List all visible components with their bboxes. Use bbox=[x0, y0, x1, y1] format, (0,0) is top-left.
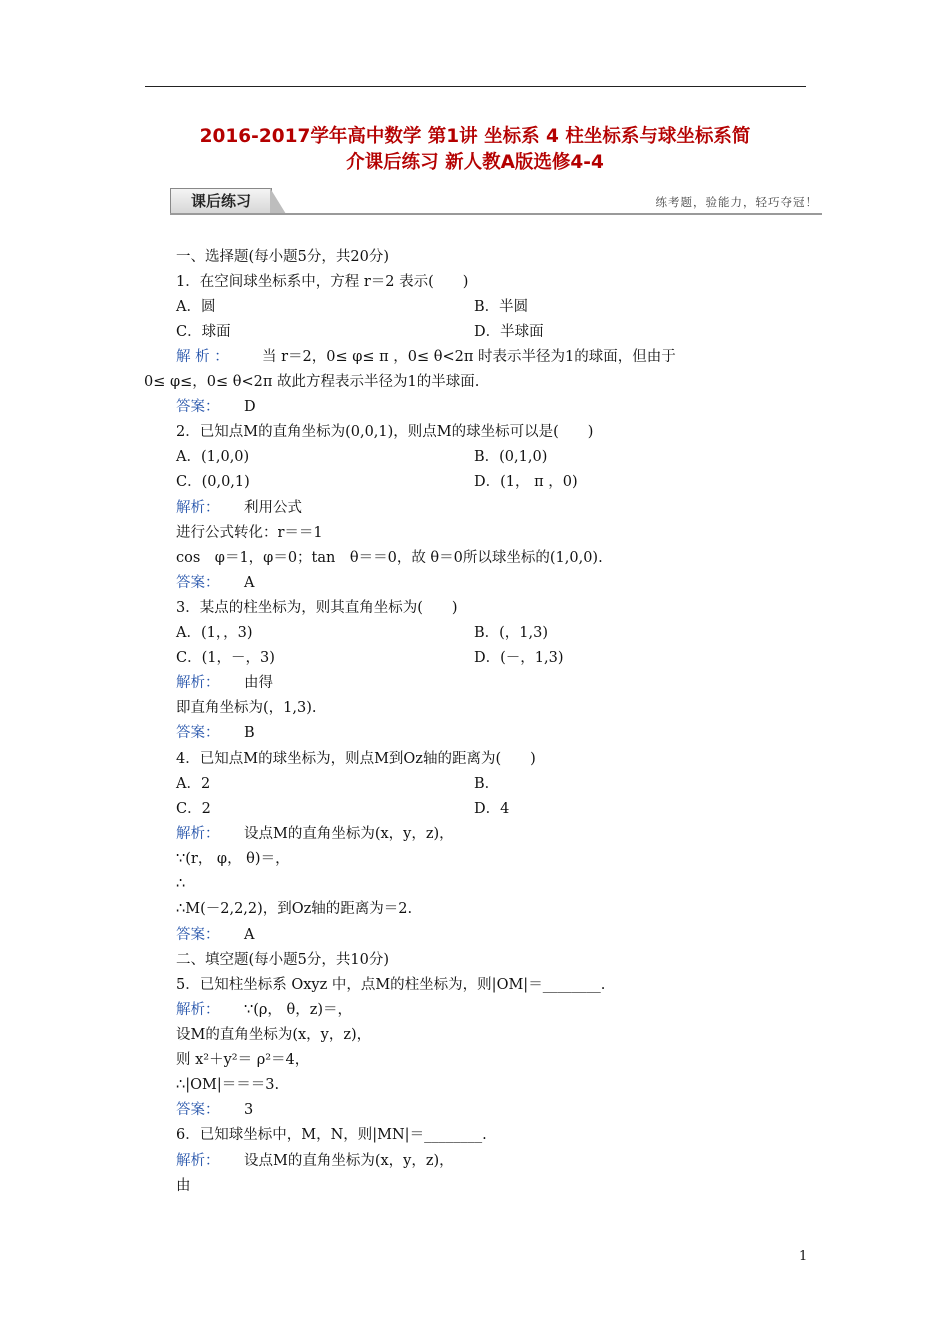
q4-option-a: A．2 bbox=[176, 776, 211, 792]
q4-option-c: C．2 bbox=[176, 801, 211, 817]
q3-option-c: C．(1，－，3) bbox=[176, 650, 275, 666]
q5-answer: 3 bbox=[244, 1102, 254, 1118]
banner-tab-slope bbox=[270, 188, 286, 214]
q1-answer-label: 答案： bbox=[176, 399, 220, 415]
q5-answer-label: 答案： bbox=[176, 1102, 220, 1118]
q1-option-b: B．半圆 bbox=[474, 299, 529, 315]
section-heading-fill: 二、填空题(每小题5分，共10分) bbox=[176, 952, 389, 968]
q5-analysis-label: 解析： bbox=[176, 1002, 220, 1018]
banner-tab-label: 课后练习 bbox=[170, 188, 272, 214]
q3-option-d: D．(－，1,3) bbox=[474, 650, 564, 666]
q4-analysis-label: 解析： bbox=[176, 826, 220, 842]
section-heading-choice: 一、选择题(每小题5分，共20分) bbox=[176, 249, 389, 265]
q3-answer-label: 答案： bbox=[176, 725, 220, 741]
document-title-line-2: 介课后练习 新人教A版选修4-4 bbox=[346, 152, 604, 173]
q1-option-a: A．圆 bbox=[176, 299, 216, 315]
q4-analysis-line-3: ∴M(－2,2,2)，到Oz轴的距离为＝2. bbox=[176, 901, 413, 917]
q2-option-b: B．(0,1,0) bbox=[474, 449, 548, 465]
header-rule bbox=[145, 86, 806, 87]
q5-analysis-line-3: ∴|OM|＝＝＝3. bbox=[176, 1077, 280, 1093]
q5-analysis-line-1: 设M的直角坐标为(x，y，z)， bbox=[176, 1027, 372, 1043]
q2-analysis-line-1: 进行公式转化：r＝＝1 bbox=[176, 525, 323, 541]
q4-analysis-line-1: ∵(r， φ， θ)＝， bbox=[176, 851, 290, 867]
q2-option-a: A．(1,0,0) bbox=[176, 449, 250, 465]
q1-analysis-line-1: 当 r＝2，0≤ φ≤ π ，0≤ θ<2π 时表示半径为1的球面，但由于 bbox=[262, 349, 676, 365]
q4-analysis: 设点M的直角坐标为(x，y，z)， bbox=[244, 826, 454, 842]
q2-answer-label: 答案： bbox=[176, 575, 220, 591]
q6-analysis: 设点M的直角坐标为(x，y，z)， bbox=[244, 1153, 454, 1169]
q3-option-a: A．(1，，3) bbox=[176, 625, 253, 641]
banner-underline bbox=[170, 213, 822, 215]
q2-stem: 2．已知点M的直角坐标为(0,0,1)，则点M的球坐标可以是( ) bbox=[176, 424, 594, 440]
q3-stem: 3．某点的柱坐标为，则其直角坐标为( ) bbox=[176, 600, 458, 616]
q3-analysis: 由得 bbox=[244, 675, 273, 691]
q4-answer-label: 答案： bbox=[176, 927, 220, 943]
q1-option-d: D．半球面 bbox=[474, 324, 544, 340]
q5-stem: 5．已知柱坐标系 Oxyz 中，点M的柱坐标为，则|OM|＝________. bbox=[176, 977, 606, 993]
q4-option-d: D．4 bbox=[474, 801, 510, 817]
q4-stem: 4．已知点M的球坐标为，则点M到Oz轴的距离为( ) bbox=[176, 751, 536, 767]
q1-stem: 1．在空间球坐标系中，方程 r＝2 表示( ) bbox=[176, 274, 469, 290]
q4-answer: A bbox=[244, 927, 255, 943]
q1-answer: D bbox=[244, 399, 256, 415]
q6-analysis-line-1: 由 bbox=[176, 1178, 191, 1194]
document-title-line-1: 2016-2017学年高中数学 第1讲 坐标系 4 柱坐标系与球坐标系简 bbox=[199, 126, 751, 147]
q3-answer: B bbox=[244, 725, 255, 741]
q3-option-b: B．(，1,3) bbox=[474, 625, 549, 641]
q1-analysis-line-2: 0≤ φ≤，0≤ θ<2π 故此方程表示半径为1的半球面. bbox=[144, 374, 480, 390]
q2-analysis-line-2: cos φ＝1，φ＝0；tan θ＝＝0，故 θ＝0所以球坐标的(1,0,0). bbox=[176, 550, 603, 566]
q6-stem: 6．已知球坐标中，M，N，则|MN|＝________. bbox=[176, 1127, 487, 1143]
q5-analysis: ∵(ρ， θ，z)＝， bbox=[244, 1002, 353, 1018]
q2-answer: A bbox=[244, 575, 255, 591]
q2-option-d: D．(1， π ，0) bbox=[474, 474, 578, 490]
q1-analysis-label: 解 析 ： bbox=[176, 349, 229, 365]
q2-option-c: C．(0,0,1) bbox=[176, 474, 250, 490]
q4-option-b: B． bbox=[474, 776, 500, 792]
page-number: 1 bbox=[799, 1249, 808, 1264]
q6-analysis-label: 解析： bbox=[176, 1153, 220, 1169]
banner-slogan: 练考题，验能力，轻巧夺冠！ bbox=[655, 195, 818, 209]
q3-analysis-line-1: 即直角坐标为(，1,3). bbox=[176, 700, 317, 716]
q2-analysis-label: 解析： bbox=[176, 500, 220, 516]
q2-analysis: 利用公式 bbox=[244, 500, 302, 516]
q3-analysis-label: 解析： bbox=[176, 675, 220, 691]
q1-option-c: C．球面 bbox=[176, 324, 231, 340]
q4-analysis-line-2: ∴ bbox=[176, 876, 186, 892]
section-banner bbox=[170, 188, 822, 214]
q5-analysis-line-2: 则 x²＋y²＝ ρ²＝4， bbox=[176, 1052, 310, 1068]
